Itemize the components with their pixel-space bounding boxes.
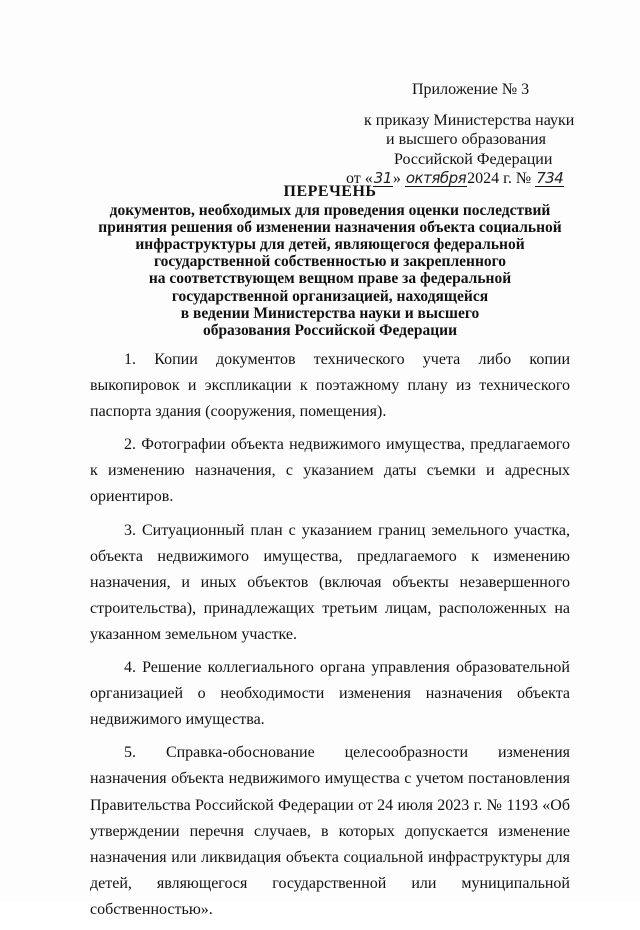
appendix-header xyxy=(344,80,594,189)
date-prefix: от « xyxy=(346,170,373,187)
appendix-line-2: и высшего образования xyxy=(386,131,546,148)
document-body xyxy=(90,347,570,930)
date-mid: » xyxy=(392,170,405,187)
list-item-2: 2. Фотографии объекта недвижимого имущества, предлагаемого к изменению назначения, с указанием даты съемки и адресных ориентиров. xyxy=(90,436,570,506)
title-line: государственной организацией, находящейся xyxy=(171,287,489,305)
handwritten-order-number: 734 xyxy=(536,169,564,187)
handwritten-month: октября xyxy=(405,169,467,187)
appendix-line-1: к приказу Министерства науки xyxy=(364,111,575,129)
list-item-3: 3. Ситуационный план с указанием границ земельного участка, объекта недвижимого имущества, предлагаемого к изменению назначения, и иных объектов (включая объекты незавершенного строительства), принадлежащих третьим лицам, расположенных на указанном земельном участке. xyxy=(90,521,570,643)
title-main: ПЕРЕЧЕНЬ xyxy=(283,183,377,200)
handwritten-day: 31 xyxy=(373,169,392,187)
title-line: в ведении Министерства науки и высшего xyxy=(180,304,480,322)
title-line: на соответствующем вещном праве за федеральной xyxy=(148,270,512,288)
list-item-5: 5. Справка-обоснование целесообразности изменения назначения объекта недвижимого имущества с учетом постановления Правительства Российской Федерации от 24 июля 2023 г. № 1193 «Об утверждении перечня случаев, в которых допускается изменение назначения или ликвидация объекта социальной инфраструктуры для детей, являющегося государственной или муниципальной собственностью». xyxy=(90,744,570,918)
title-line: инфраструктуры для детей, являющегося федеральной xyxy=(135,236,525,254)
title-line: принятия решения об изменении назначения объекта социальной xyxy=(98,219,562,237)
document-title xyxy=(80,183,580,339)
title-line: государственной собственностью и закрепленного xyxy=(153,253,507,271)
title-line: образования Российской Федерации xyxy=(202,321,458,339)
date-year: 2024 г. № xyxy=(467,170,536,187)
appendix-title: Приложение № 3 xyxy=(412,81,530,98)
list-item-1: 1. Копии документов технического учета либо копии выкопировок и экспликации к поэтажному плану из технического паспорта здания (сооружения, помещения). xyxy=(90,351,570,421)
title-line: документов, необходимых для проведения оценки последствий xyxy=(109,202,551,220)
appendix-line-3: Российской Федерации xyxy=(394,150,553,168)
list-item-4: 4. Решение коллегиального органа управления образовательной организацией о необходимости изменения назначения объекта недвижимого имущества. xyxy=(90,659,570,729)
